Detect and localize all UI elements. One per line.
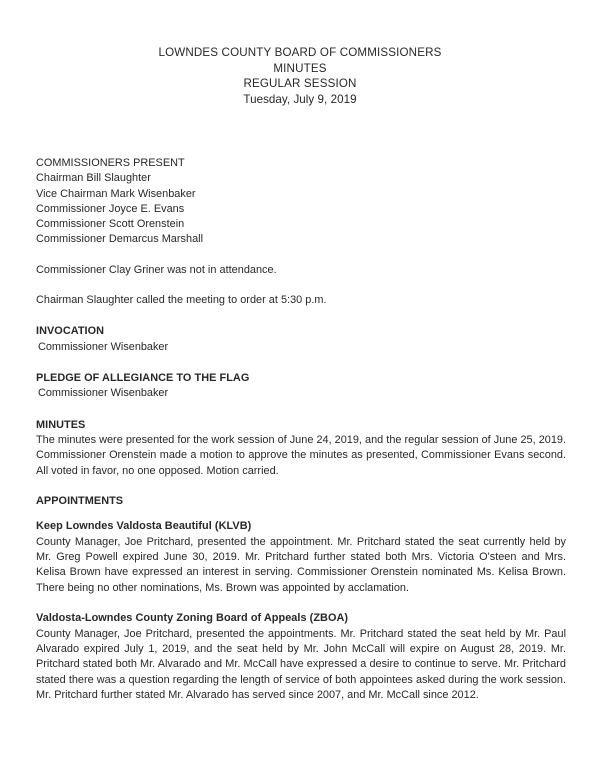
attendee-commissioner-marshall: Commissioner Demarcus Marshall [36,233,204,246]
appointment-zboa-body: County Manager, Joe Pritchard, presented the appointments. Mr. Pritchard stated the seat held by Mr. Paul Alvarado expired July 1, 2019, and the seat held by Mr. John McCall will expire on August 28, 2019. Mr. Pritchard stated both Mr. Alvarado and Mr. McCall have expressed a desire to continue to serve. Mr. Pritchard stated there was a question regarding the length of service of both appointees asked during the work session. Mr. Pritchard further stated Mr. Alvarado has served since 2007, and Mr. McCall since 2012. [36,627,566,702]
attendee-chairman: Chairman Bill Slaughter [36,172,151,185]
pledge-section [36,371,566,402]
appointments-heading: APPOINTMENTS [36,495,124,508]
appointment-item-zboa [36,611,566,703]
minutes-section [36,418,566,480]
document-header [0,45,600,107]
appointment-item-klvb [36,519,566,596]
attendee-commissioner-evans: Commissioner Joyce E. Evans [36,202,185,215]
attendance-section [36,156,566,248]
spacer [36,355,566,371]
call-to-order-note: Chairman Slaughter called the meeting to order at 5:30 p.m. [36,294,327,307]
attendee-vice-chairman: Vice Chairman Mark Wisenbaker [36,187,196,200]
appointment-klvb-title: Keep Lowndes Valdosta Beautiful (KLVB) [36,520,252,533]
attendance-heading: COMMISSIONERS PRESENT [36,157,185,169]
pledge-person: Commissioner Wisenbaker [38,387,169,400]
invocation-section [36,324,566,355]
spacer [36,479,566,494]
invocation-person: Commissioner Wisenbaker [38,340,169,353]
spacer [36,308,566,324]
spacer [36,596,566,611]
minutes-heading: MINUTES [36,418,86,431]
meeting-date: Tuesday, July 9, 2019 [243,92,357,106]
invocation-heading: INVOCATION [36,325,105,338]
spacer [36,248,566,263]
spacer [36,402,566,418]
minutes-body: The minutes were presented for the work session of June 24, 2019, and the regular session of June 25, 2019. Commissioner Orenstein made a motion to approve the minutes as presented, Commissioner Evans second. All voted in favor, no one opposed. Motion carried. [36,433,566,477]
organization-title: LOWNDES COUNTY BOARD OF COMMISSIONERS [158,46,442,59]
document-body [36,156,566,704]
document-type-title: MINUTES [273,61,327,75]
spacer [36,509,566,519]
session-type-title: REGULAR SESSION [243,77,357,91]
appointment-zboa-title: Valdosta-Lowndes County Zoning Board of Appeals (ZBOA) [36,612,349,625]
attendee-commissioner-orenstein: Commissioner Scott Orenstein [36,218,185,231]
appointment-klvb-body: County Manager, Joe Pritchard, presented the appointment. Mr. Pritchard stated the seat currently held by Mr. Greg Powell expired June 30, 2019. Mr. Pritchard further stated both Mrs. Victoria O'steen and Mrs. Kelisa Brown have expressed an interest in serving. Commissioner Orenstein nominated Ms. Kelisa Brown. There being no other nominations, Ms. Brown was appointed by acclamation. [36,535,566,594]
spacer [36,278,566,293]
appointments-section [36,494,566,704]
absent-note: Commissioner Clay Griner was not in attendance. [36,263,277,276]
pledge-heading: PLEDGE OF ALLEGIANCE TO THE FLAG [36,371,250,384]
